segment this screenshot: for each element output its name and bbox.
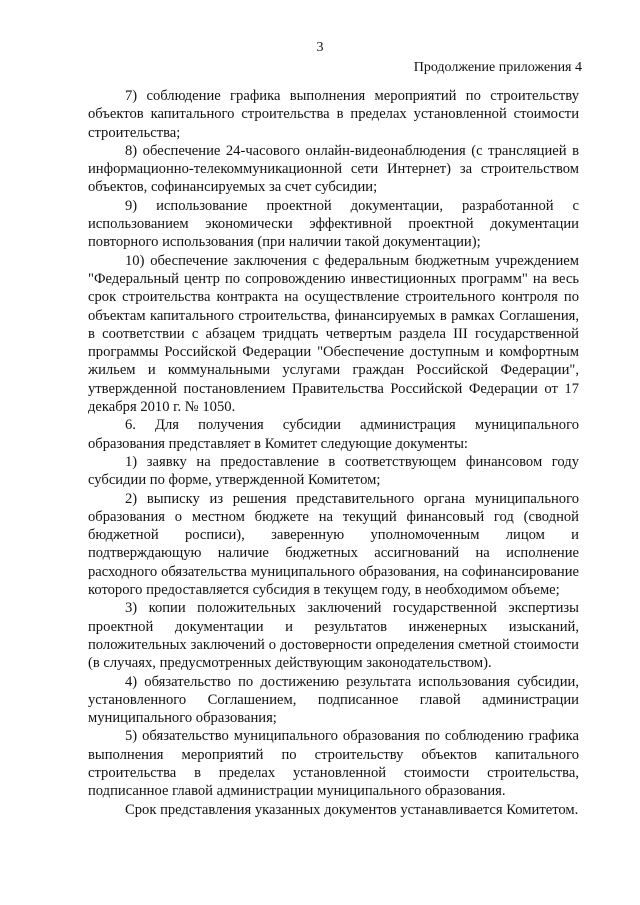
paragraph-item-7: 7) соблюдение графика выполнения мероприятий по строительству объектов капитального строительства в пределах установленной стоимости строительства; — [88, 88, 579, 141]
paragraph-doc-1: 1) заявку на предоставление в соответствующем финансовом году субсидии по форме, утвержденной Комитетом; — [88, 453, 579, 489]
appendix-continuation-note: Продолжение приложения 4 — [413, 60, 582, 75]
paragraph-deadline: Срок представления указанных документов устанавливается Комитетом. — [125, 801, 579, 818]
paragraph-doc-4: 4) обязательство по достижению результата использования субсидии, установленного Соглашением, подписанное главой администрации муниципального образования; — [88, 673, 579, 727]
paragraph-item-9: 9) использование проектной документации, разработанной с использованием экономически эффективной проектной документации повторного использования (при наличии такой документации); — [88, 197, 579, 251]
page-number: 3 — [316, 40, 324, 55]
paragraph-doc-5: 5) обязательство муниципального образования по соблюдению графика выполнения мероприятий по строительству объектов капитального строительства в пределах установленной стоимости строительства, подписанное главой администрации муниципального образования. — [88, 728, 579, 800]
paragraph-section-6: 6. Для получения субсидии администрация муниципального образования представляет в Комитет следующие документы: — [88, 417, 579, 452]
document-body — [88, 87, 579, 819]
paragraph-doc-3: 3) копии положительных заключений государственной экспертизы проектной документации и результатов инженерных изысканий, положительных заключений о достоверности определения сметной стоимости (в случаях, предусмотренных действующим законодательством). — [88, 600, 579, 672]
paragraph-item-8: 8) обеспечение 24-часового онлайн-видеонаблюдения (с трансляцией в информационно-телекоммуникационной сети Интернет) за строительством объектов, софинансируемых за счет субсидии; — [88, 142, 579, 196]
paragraph-doc-2: 2) выписку из решения представительного органа муниципального образования о местном бюджете на текущий финансовый год (сводной бюджетной росписи), заверенную уполномоченным лицом и подтверждающую наличие бюджетных ассигнований на исполнение расходного обязательства муниципального образования, на софинансирование которого предоставляется субсидия в текущем году, в необходимом объеме; — [88, 490, 579, 599]
paragraph-item-10: 10) обеспечение заключения с федеральным бюджетным учреждением "Федеральный центр по сопровождению инвестиционных программ" на весь срок строительства контракта на осуществление строительного контроля по объектам капитального строительства, финансируемых в рамках Соглашения, в соответствии с абзацем тридцать четвертым раздела III государственной программы Российской Федерации "Обеспечение доступным и комфортным жильем и коммунальными услугами граждан Российской Федерации", утвержденной постановлением Правительства Российской Федерации от 17 декабря 2010 г. № 1050. — [88, 252, 579, 416]
